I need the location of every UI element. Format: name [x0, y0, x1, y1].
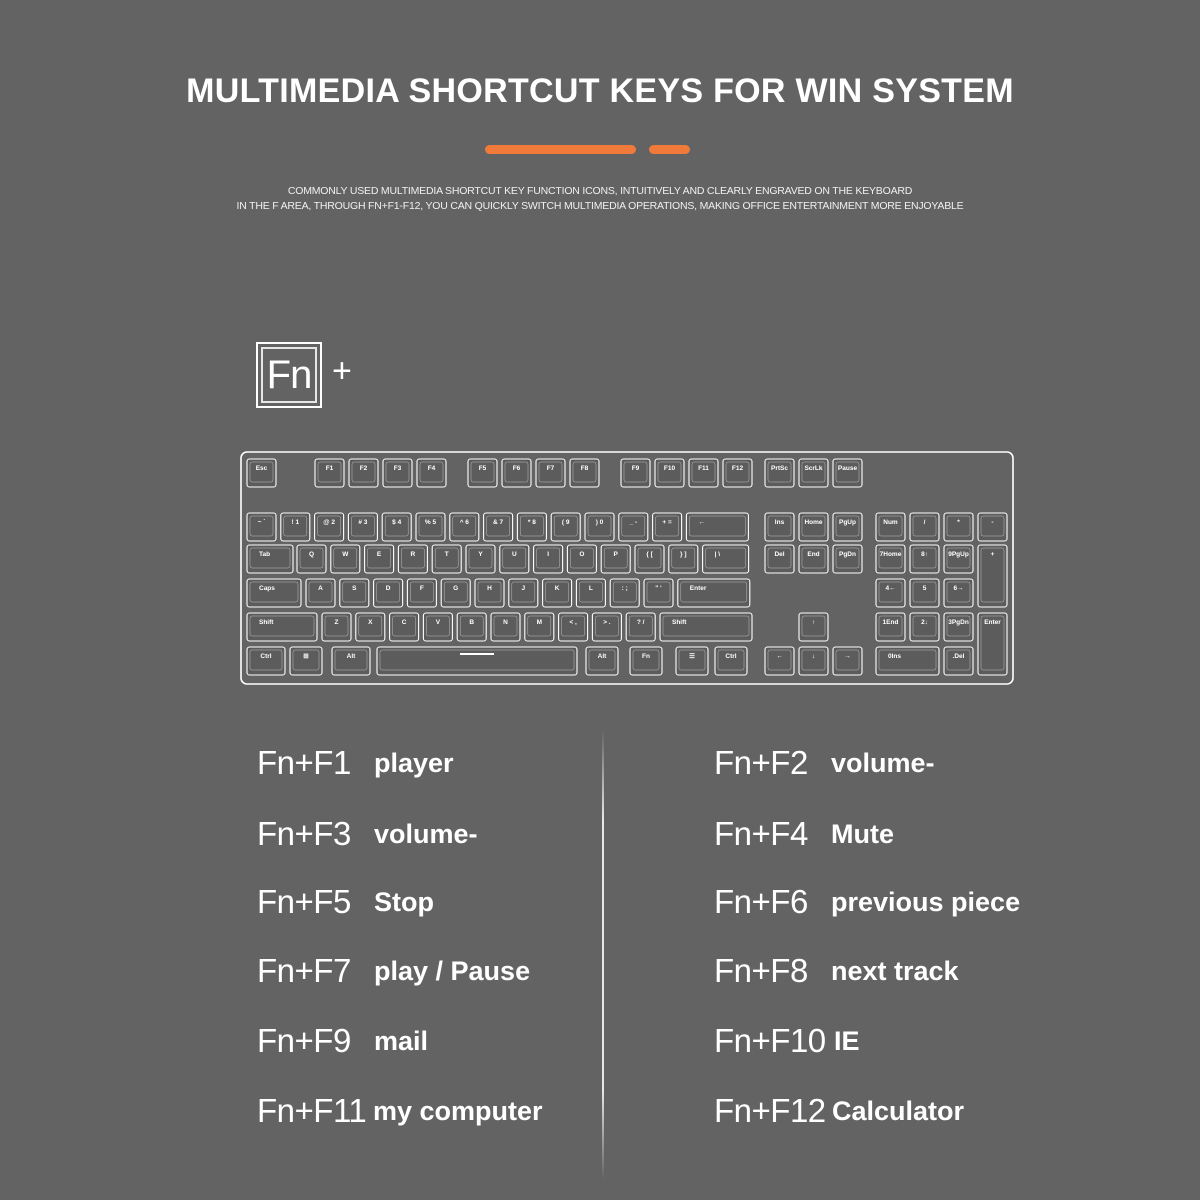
key-label: C: [401, 619, 407, 626]
key-label: ☰: [689, 653, 695, 660]
key: [723, 459, 752, 487]
shortcut-item: [257, 951, 531, 991]
key-label: & 7: [493, 519, 504, 526]
key-label: ? /: [636, 619, 645, 626]
shortcut-item: [257, 1091, 543, 1131]
key-label: } ]: [680, 551, 687, 558]
key: [247, 545, 293, 573]
key: [626, 613, 655, 641]
key: [621, 459, 650, 487]
key-label: Enter: [984, 619, 1001, 626]
key-label: Alt: [597, 653, 607, 660]
key-label: F: [419, 585, 424, 592]
key: [297, 545, 326, 573]
key: [978, 513, 1007, 541]
key: [432, 545, 461, 573]
key: [247, 459, 276, 487]
key: [876, 613, 905, 641]
key-label: X: [368, 619, 373, 626]
key: [944, 545, 973, 573]
key: [247, 579, 301, 607]
shortcut-combo: Fn+F12: [714, 1092, 826, 1129]
key-label: % 5: [424, 519, 437, 526]
key-label: J: [521, 585, 526, 592]
key-label: F9: [631, 465, 640, 472]
shortcut-desc: IE: [834, 1025, 860, 1056]
key-label: Y: [478, 551, 483, 558]
key-label: @ 2: [323, 519, 335, 526]
key: [390, 613, 419, 641]
key-label: + =: [662, 519, 672, 526]
key-label: K: [554, 585, 560, 592]
key-label: -: [991, 519, 994, 526]
key: [340, 579, 369, 607]
key-label: *: [957, 519, 960, 526]
key: [799, 545, 828, 573]
key: [398, 545, 427, 573]
key-label: ↑: [811, 619, 816, 626]
key-label: ←: [776, 653, 783, 660]
key-label: H: [487, 585, 492, 592]
key-label: Alt: [346, 653, 356, 660]
key-label: Caps: [259, 585, 275, 592]
key: [799, 613, 828, 641]
key-label: Shift: [259, 619, 274, 626]
shortcut-item: [714, 1021, 860, 1061]
key: [559, 613, 588, 641]
key: [247, 647, 285, 675]
key: [799, 513, 828, 541]
key: [383, 459, 412, 487]
key-label: F10: [663, 465, 676, 472]
key: [551, 513, 580, 541]
key-label: ⊞: [303, 653, 309, 660]
key: [374, 579, 403, 607]
page-title: MULTIMEDIA SHORTCUT KEYS FOR WIN SYSTEM: [186, 72, 1014, 110]
key: [356, 613, 385, 641]
key: [944, 579, 973, 607]
shortcut-combo: Fn+F2: [714, 744, 808, 781]
key: [502, 459, 531, 487]
key-label: 7Home: [879, 551, 902, 558]
key-label: ScrLk: [804, 465, 823, 472]
key: [910, 545, 939, 573]
shortcut-desc: my computer: [373, 1095, 543, 1126]
shortcut-item: [714, 882, 1021, 922]
key: [417, 459, 446, 487]
key-label: PgUp: [839, 519, 856, 526]
accent-bar-long: [485, 145, 636, 154]
keyboard-illustration: [240, 451, 1014, 685]
key-label: M: [536, 619, 543, 626]
key: [509, 579, 538, 607]
key: [468, 459, 497, 487]
key: [536, 459, 565, 487]
key-label: End: [807, 551, 820, 558]
key: [910, 613, 939, 641]
key: [570, 459, 599, 487]
key: [543, 579, 572, 607]
key: [686, 513, 748, 541]
key-label: 1End: [882, 619, 899, 626]
shortcut-combo: Fn+F6: [714, 883, 808, 920]
key-label: " ': [655, 585, 662, 592]
key: [500, 545, 529, 573]
key: [910, 579, 939, 607]
key: [978, 545, 1007, 607]
key: [534, 545, 563, 573]
key: [619, 513, 648, 541]
key: [715, 647, 747, 675]
shortcut-item: [714, 1091, 965, 1131]
key: [660, 613, 752, 641]
shortcut-combo: Fn+F11: [257, 1092, 367, 1129]
key: [592, 613, 621, 641]
key: [876, 513, 905, 541]
key: [978, 613, 1007, 675]
key-label: PgDn: [839, 551, 856, 558]
shortcut-combo: Fn+F8: [714, 952, 808, 989]
key-label: .Del: [952, 653, 965, 660]
key: [765, 459, 794, 487]
key: [457, 613, 486, 641]
key-label: L: [588, 585, 593, 592]
key: [944, 647, 973, 675]
subtitle-line-1: COMMONLY USED MULTIMEDIA SHORTCUT KEY FUNCTION ICONS, INTUITIVELY AND CLEARLY ENGRAVED ON THE KEYBOARD: [287, 185, 913, 197]
key-label: V: [435, 619, 441, 626]
key: [349, 459, 378, 487]
key-label: PrtSc: [771, 465, 788, 472]
key-label: N: [503, 619, 508, 626]
key-label: F1: [325, 465, 334, 472]
key: [377, 647, 577, 675]
key-label: I: [547, 551, 550, 558]
key: [944, 613, 973, 641]
key-label: > .: [603, 619, 611, 626]
key: [833, 459, 862, 487]
key-label: F7: [546, 465, 555, 472]
key-label: Fn: [642, 653, 650, 660]
key-label: { [: [646, 551, 653, 558]
key: [585, 513, 614, 541]
key-label: P: [613, 551, 618, 558]
shortcut-desc: Stop: [374, 886, 434, 917]
key: [799, 459, 828, 487]
key-label: F8: [580, 465, 589, 472]
key-label: ~ `: [257, 519, 266, 526]
key: [610, 579, 639, 607]
key: [644, 579, 673, 607]
key: [765, 545, 794, 573]
key: [799, 647, 828, 675]
key: [678, 579, 750, 607]
key-label: ↓: [811, 653, 816, 660]
shortcut-combo: Fn+F4: [714, 815, 808, 852]
key-label: Ctrl: [725, 653, 737, 660]
key-label: _ -: [629, 519, 638, 526]
key-label: U: [511, 551, 517, 558]
key-label: F3: [393, 465, 402, 472]
key: [416, 513, 445, 541]
key: [703, 545, 749, 573]
key-label: Del: [774, 551, 785, 558]
key-label: # 3: [358, 519, 368, 526]
key-label: ←: [698, 519, 705, 526]
shortcut-item: [714, 814, 894, 854]
key: [669, 545, 698, 573]
key-label: < ,: [569, 619, 577, 626]
key: [281, 513, 310, 541]
key-label: 4←: [885, 585, 896, 592]
key: [517, 513, 546, 541]
key-label: Tab: [259, 551, 271, 558]
key: [876, 579, 905, 607]
key: [765, 647, 794, 675]
key: [475, 579, 504, 607]
shortcut-desc: play / Pause: [374, 955, 531, 986]
shortcut-desc: mail: [374, 1025, 429, 1056]
key-label: 2↓: [921, 619, 928, 626]
key-label: E: [376, 551, 382, 558]
key: [306, 579, 335, 607]
key-label: Pause: [837, 465, 858, 472]
key: [635, 545, 664, 573]
key: [348, 513, 377, 541]
key-label: F4: [427, 465, 436, 472]
key-label: B: [469, 619, 475, 626]
key-label: F2: [359, 465, 368, 472]
accent-bar-short: [649, 145, 690, 154]
key: [247, 613, 317, 641]
key: [586, 647, 618, 675]
shortcut-combo: Fn+F10: [714, 1022, 826, 1059]
key: [601, 545, 630, 573]
shortcut-combo: Fn+F3: [257, 815, 351, 852]
key-label: Shift: [672, 619, 687, 626]
key-label: +: [990, 551, 995, 558]
key-label: S: [352, 585, 357, 592]
shortcut-desc: volume-: [374, 818, 478, 849]
key-label: 5: [922, 585, 927, 592]
key-label: /: [923, 519, 926, 526]
key-label: A: [318, 585, 323, 592]
key-label: ) 0: [595, 519, 604, 526]
key: [833, 513, 862, 541]
key: [332, 647, 370, 675]
key-label: $ 4: [392, 519, 402, 526]
key: [322, 613, 351, 641]
fn-key-icon: Fn: [256, 342, 322, 408]
key: [315, 459, 344, 487]
key: [525, 613, 554, 641]
key: [765, 513, 794, 541]
key-label: ! 1: [291, 519, 300, 526]
key: [315, 513, 344, 541]
key-label: G: [453, 585, 459, 592]
key: [247, 513, 276, 541]
shortcut-item: [257, 743, 454, 783]
shortcut-desc: player: [374, 747, 454, 778]
key-label: Esc: [255, 465, 268, 472]
key: [910, 513, 939, 541]
key-label: Ctrl: [260, 653, 272, 660]
key-label: F11: [698, 465, 709, 472]
shortcut-desc: Mute: [831, 818, 894, 849]
key: [491, 613, 520, 641]
key-label: F12: [731, 465, 744, 472]
shortcut-item: [257, 882, 434, 922]
key-label: R: [410, 551, 416, 558]
shortcut-item: [257, 1021, 429, 1061]
key-label: ( 9: [561, 519, 570, 526]
column-divider: [602, 730, 604, 1180]
key: [290, 647, 322, 675]
key-label: 0Ins: [888, 653, 902, 660]
key-label: * 8: [527, 519, 536, 526]
key-label: Q: [308, 551, 315, 558]
shortcut-combo: Fn+F7: [257, 952, 351, 989]
key: [441, 579, 470, 607]
key-label: D: [385, 585, 391, 592]
shortcut-combo: Fn+F1: [257, 744, 351, 781]
key-label: 3PgDn: [948, 619, 969, 626]
shortcut-desc: Calculator: [832, 1095, 965, 1126]
shortcut-item: [714, 951, 959, 991]
shortcut-desc: volume-: [831, 747, 935, 778]
key-label: W: [342, 551, 349, 558]
key: [876, 647, 939, 675]
key-label: 9PgUp: [948, 551, 969, 558]
key-label: Z: [334, 619, 339, 626]
key-label: ^ 6: [459, 519, 469, 526]
key-label: F5: [478, 465, 487, 472]
key: [450, 513, 479, 541]
shortcut-desc: next track: [831, 955, 959, 986]
key-label: 6→: [953, 585, 964, 592]
key: [833, 647, 862, 675]
key: [676, 647, 708, 675]
key: [466, 545, 495, 573]
key-label: F6: [512, 465, 521, 472]
key: [484, 513, 513, 541]
key: [423, 613, 452, 641]
key: [567, 545, 596, 573]
key: [689, 459, 718, 487]
key-label: Ins: [774, 519, 785, 526]
shortcut-combo: Fn+F9: [257, 1022, 351, 1059]
key-label: : ;: [621, 585, 628, 592]
key-label: Home: [804, 519, 823, 526]
key: [944, 513, 973, 541]
shortcut-combo: Fn+F5: [257, 883, 351, 920]
shortcut-desc: previous piece: [831, 886, 1021, 917]
key-label: | \: [714, 551, 721, 558]
key-label: →: [844, 653, 851, 660]
key: [407, 579, 436, 607]
key: [630, 647, 662, 675]
key-label: Enter: [689, 585, 707, 592]
key: [876, 545, 905, 573]
key: [331, 545, 360, 573]
key-label: Num: [883, 519, 898, 526]
shortcut-item: [257, 814, 478, 854]
key: [576, 579, 605, 607]
key: [365, 545, 394, 573]
key: [655, 459, 684, 487]
key: [382, 513, 411, 541]
key-label: 8↑: [921, 551, 928, 558]
key-label: O: [579, 551, 585, 558]
key-label: T: [444, 551, 449, 558]
plus-sign: +: [332, 352, 352, 390]
key: [653, 513, 682, 541]
shortcut-item: [714, 743, 935, 783]
subtitle-line-2: IN THE F AREA, THROUGH FN+F1-F12, YOU CAN QUICKLY SWITCH MULTIMEDIA OPERATIONS, MAKING OFFICE ENTERTAINMENT MORE ENJOYABLE: [236, 200, 964, 212]
key: [833, 545, 862, 573]
